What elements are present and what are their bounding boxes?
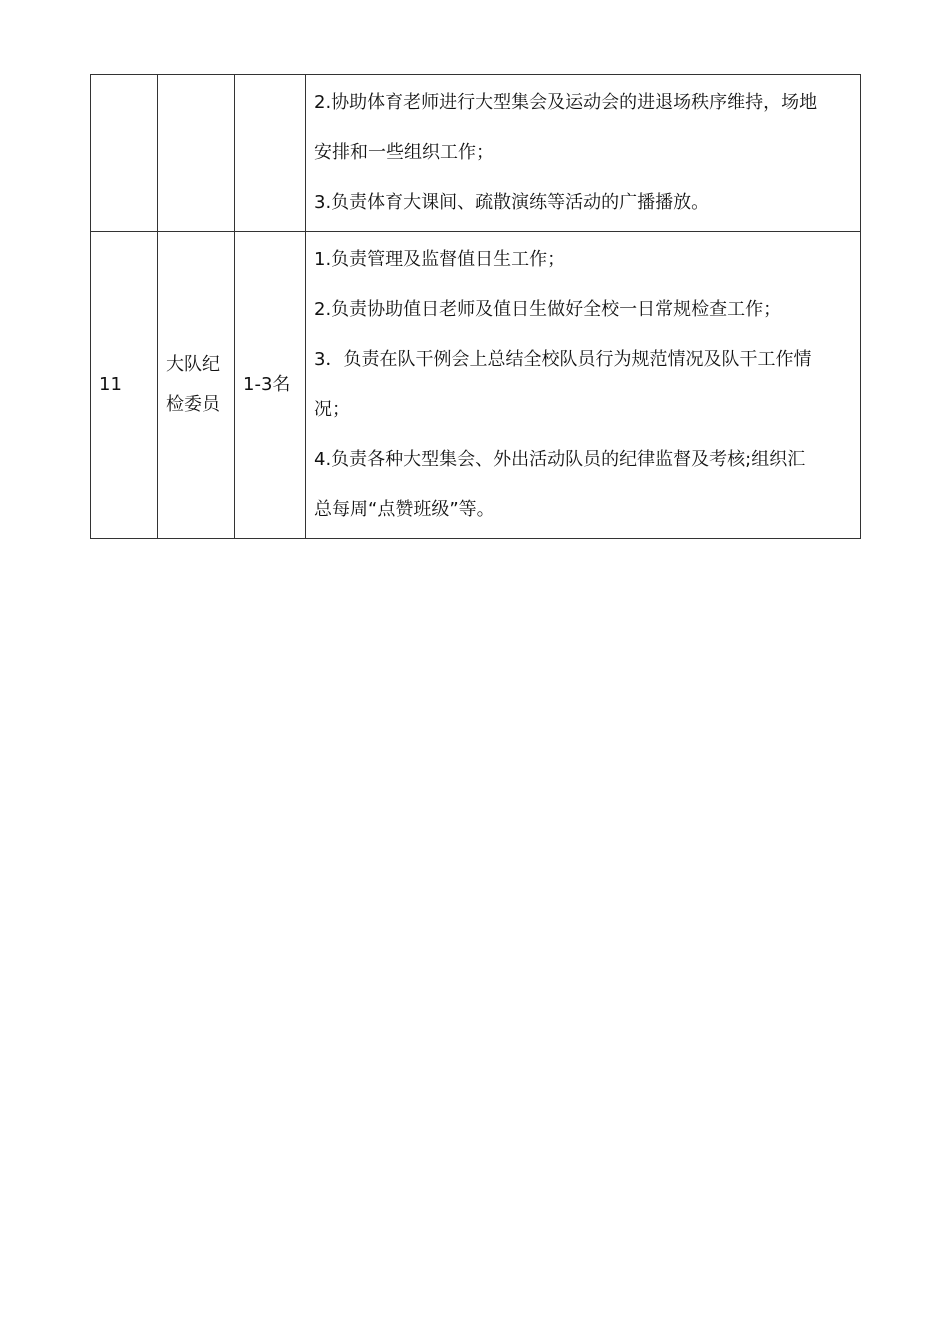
duties-table	[90, 74, 861, 539]
duties-cell	[306, 232, 861, 539]
table-row	[91, 75, 861, 232]
table-row	[91, 232, 861, 539]
number-cell	[91, 232, 158, 539]
duty-line: 况；	[314, 399, 350, 420]
member-count: 1-3名	[243, 374, 291, 395]
count-cell	[235, 232, 306, 539]
duty-line: 4.负责各种大型集会、外出活动队员的纪律监督及考核;组织汇	[314, 449, 806, 470]
duty-line: 2.负责协助值日老师及值日生做好全校一日常规检查工作；	[314, 299, 782, 320]
duty-line: 安排和一些组织工作；	[314, 142, 494, 163]
count-cell	[235, 75, 306, 232]
duties-cell	[306, 75, 861, 232]
row-number: 11	[99, 374, 122, 395]
role-cell	[158, 232, 235, 539]
duty-line: 1.负责管理及监督值日生工作；	[314, 249, 566, 270]
duty-line: 2.协助体育老师进行大型集会及运动会的进退场秩序维持，场地	[314, 92, 818, 113]
role-name: 大队纪检委员	[166, 354, 220, 415]
duty-line: 3．负责在队干例会上总结全校队员行为规范情况及队干工作情	[314, 349, 812, 370]
number-cell	[91, 75, 158, 232]
role-cell	[158, 75, 235, 232]
duty-line: 3.负责体育大课间、疏散演练等活动的广播播放。	[314, 192, 710, 213]
duty-line: 总每周“点赞班级”等。	[314, 499, 495, 520]
